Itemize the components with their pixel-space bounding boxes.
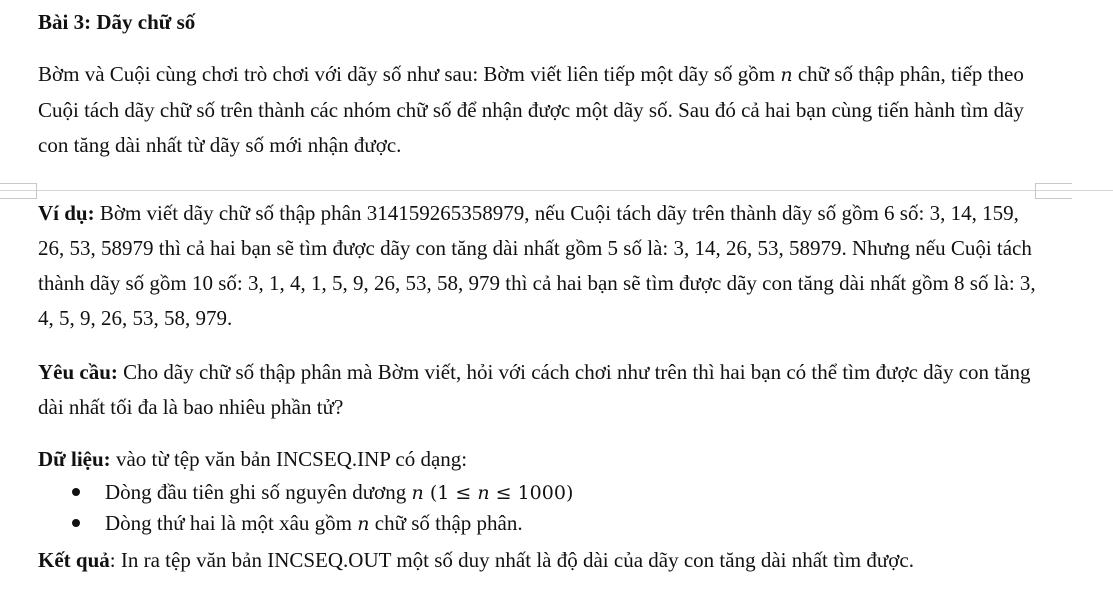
example-label: Ví dụ: bbox=[38, 201, 95, 225]
bullet1-var: n bbox=[411, 482, 424, 504]
bullet2-text-a: Dòng thứ hai là một xâu gồm bbox=[105, 511, 358, 535]
intro-var-n: n bbox=[780, 64, 793, 86]
input-text: vào từ tệp văn bản INCSEQ.INP có dạng: bbox=[110, 447, 468, 471]
bullet1-var2: n bbox=[477, 482, 490, 504]
section-divider bbox=[0, 190, 1113, 191]
bullet-dot-icon bbox=[72, 519, 80, 527]
intro-text-b: chữ số thập phân, tiếp theo Cuội tách dãy chữ số trên thành các nhóm chữ số để nhận được một dãy số. Sau đó cả hai bạn cùng tiến hành tìm dãy con tăng dài nhất từ dãy số mới nhận được. bbox=[38, 62, 1024, 157]
output-paragraph bbox=[38, 545, 1038, 575]
bullet1-open: (1 ≤ bbox=[423, 482, 478, 504]
output-text: : In ra tệp văn bản INCSEQ.OUT một số duy nhất là độ dài của dãy con tăng dài nhất tìm được. bbox=[109, 548, 914, 572]
divider-mark-left bbox=[0, 183, 37, 199]
bullet2-text-b: chữ số thập phân. bbox=[369, 511, 523, 535]
requirement-text: Cho dãy chữ số thập phân mà Bờm viết, hỏi với cách chơi như trên thì hai bạn có thể tìm được dãy con tăng dài nhất tối đa là bao nhiêu phần tử? bbox=[38, 360, 1031, 419]
input-paragraph bbox=[38, 444, 1038, 474]
output-label: Kết quả bbox=[38, 548, 110, 572]
input-label: Dữ liệu: bbox=[38, 447, 111, 471]
requirement-label: Yêu cầu: bbox=[38, 360, 118, 384]
requirement-paragraph bbox=[38, 355, 1038, 425]
input-bullet-1 bbox=[72, 477, 573, 508]
bullet1-close: ≤ 1000) bbox=[489, 482, 574, 504]
intro-text-a: Bờm và Cuội cùng chơi trò chơi với dãy số như sau: Bờm viết liên tiếp một dãy số gồm bbox=[38, 62, 781, 86]
bullet1-text: Dòng đầu tiên ghi số nguyên dương bbox=[105, 480, 412, 504]
bullet-dot-icon bbox=[72, 488, 80, 496]
divider-mark-right bbox=[1035, 183, 1072, 199]
input-bullet-2 bbox=[72, 508, 523, 539]
bullet2-var: n bbox=[357, 513, 370, 535]
intro-paragraph bbox=[38, 57, 1038, 163]
example-text: Bờm viết dãy chữ số thập phân 314159265358979, nếu Cuội tách dãy trên thành dãy số gồm 6 số: 3, 14, 159, 26, 53, 58979 thì cả hai bạn sẽ tìm được dãy con tăng dài nhất gồm 5 số là: 3, 14, 26, 53, 58979. Nhưng nếu Cuội tách thành dãy số gồm 10 số: 3, 1, 4, 1, 5, 9, 26, 53, 58, 979 thì cả hai bạn sẽ tìm được dãy con tăng dài nhất gồm 8 số là: 3, 4, 5, 9, 26, 53, 58, 979. bbox=[38, 201, 1036, 330]
example-paragraph bbox=[38, 196, 1038, 336]
problem-title: Bài 3: Dãy chữ số bbox=[38, 10, 196, 34]
